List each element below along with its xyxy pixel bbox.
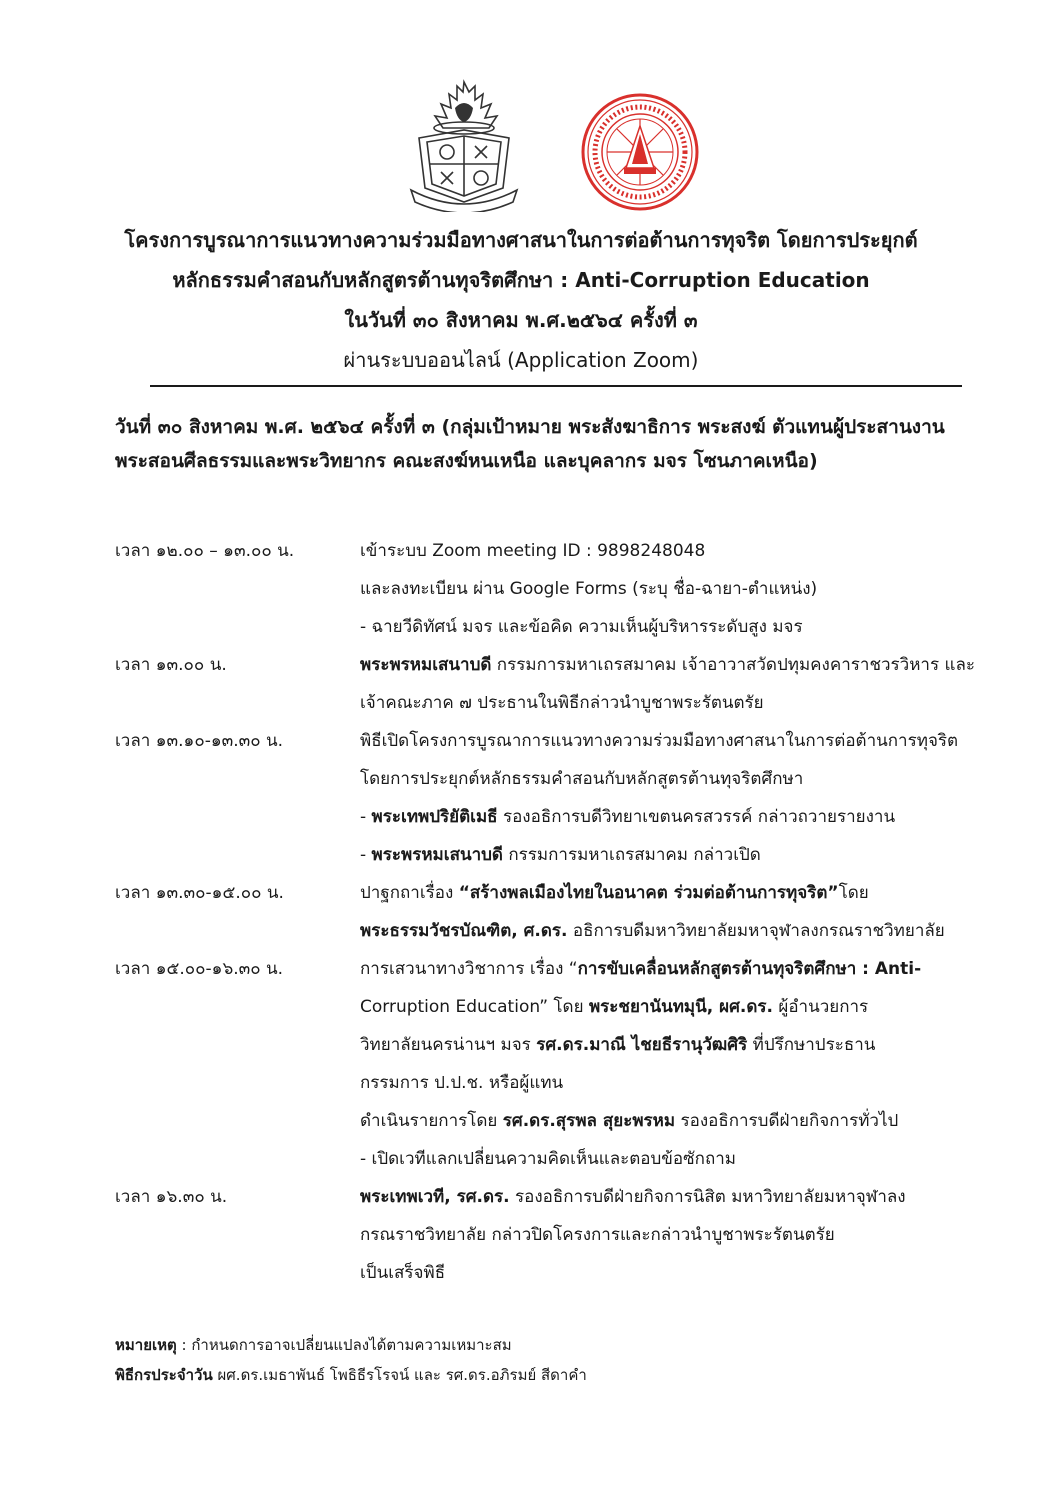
schedule-row <box>115 950 965 1178</box>
header-divider <box>150 385 962 387</box>
mc-text: ผศ.ดร.เมธาพันธ์ โพธิธีรโรจน์ และ รศ.ดร.อภิรมย์ สีดาคำ <box>212 1366 587 1384</box>
speaker-role: อธิการบดีมหาวิทยาลัยมหาจุฬาลงกรณราชวิทยาลัย <box>567 921 945 941</box>
description-line <box>360 1102 965 1140</box>
description-line: เข้าระบบ Zoom meeting ID : 9898248048 <box>360 541 706 561</box>
event-intro: วันที่ ๓๐ สิงหาคม พ.ศ. ๒๕๖๔ ครั้งที่ ๓ (กลุ่มเป้าหมาย พระสังฆาธิการ พระสงฆ์ ตัวแทนผู้ประสานงานพระสอนศีลธรรมและพระวิทยากร คณะสงฆ์หนเหนือ และบุคลากร มจร โซนภาคเหนือ) <box>115 416 945 472</box>
speaker-role: รองอธิการบดีฝ่ายกิจการนิสิต มหาวิทยาลัยมหาจุฬาลง <box>509 1187 906 1207</box>
description-line: เจ้าคณะภาค ๗ ประธานในพิธีกล่าวนำบูชาพระรัตนตรัย <box>360 693 764 713</box>
schedule-time: เวลา ๑๕.๐๐-๑๖.๓๐ น. <box>115 959 284 979</box>
description-line: พิธีเปิดโครงการบูรณาการแนวทางความร่วมมือทางศาสนาในการต่อต้านการทุจริต <box>360 731 959 751</box>
university-round-seal-icon <box>580 92 700 212</box>
description-line: โดยการประยุกต์หลักธรรมคำสอนกับหลักสูตรต้านทุจริตศึกษา <box>360 769 804 789</box>
description-line: เป็นเสร็จพิธี <box>360 1263 446 1283</box>
description-line: กรรมการ ป.ป.ช. หรือผู้แทน <box>360 1073 564 1093</box>
schedule-description <box>360 722 965 874</box>
schedule-row <box>115 532 965 646</box>
bullet-dash: - <box>360 845 372 865</box>
description-line: กรณราชวิทยาลัย กล่าวปิดโครงการและกล่าวนำบูชาพระรัตนตรัย <box>360 1225 835 1245</box>
schedule-description <box>360 950 965 1178</box>
speaker-name: พระเทพปริยัติเมธี <box>371 807 498 827</box>
schedule-time: เวลา ๑๓.๑๐-๑๓.๓๐ น. <box>115 731 284 751</box>
header-title-line-2: หลักธรรมคำสอนกับหลักสูตรต้านทุจริตศึกษา : Anti-Corruption Education <box>172 268 870 292</box>
schedule-time: เวลา ๑๒.๐๐ – ๑๓.๐๐ น. <box>115 541 295 561</box>
speaker-name: รศ.ดร.มาณี ไชยธีรานุวัฒศิริ <box>536 1035 748 1055</box>
speaker-role: กรรมการมหาเถรสมาคม เจ้าอาวาสวัดปทุมคงคาราชวรวิหาร และ <box>491 655 975 675</box>
description-line: - เปิดเวทีแลกเปลี่ยนความคิดเห็นและตอบข้อซักถาม <box>360 1149 736 1169</box>
description-line <box>360 798 965 836</box>
schedule-description <box>360 1178 965 1292</box>
talk-title: “สร้างพลเมืองไทยในอนาคต ร่วมต่อต้านการทุจริต” <box>458 883 839 903</box>
speaker-role: ที่ปรึกษาประธาน <box>747 1035 876 1055</box>
description-line <box>360 646 975 684</box>
schedule-time: เวลา ๑๓.๓๐-๑๕.๐๐ น. <box>115 883 284 903</box>
footer-notes <box>115 1330 965 1390</box>
speaker-name: พระธรรมวัชรบัณฑิต, ศ.ดร. <box>360 921 568 941</box>
note-label: หมายเหตุ <box>115 1336 177 1354</box>
schedule-row <box>115 646 975 722</box>
speaker-role: ผู้อำนวยการ <box>772 997 869 1017</box>
speaker-name: พระเทพเวที, รศ.ดร. <box>360 1187 510 1207</box>
talk-connector: ” โดย <box>539 997 589 1017</box>
description-line <box>360 836 965 874</box>
description-line <box>360 912 965 950</box>
bullet-dash: - <box>360 807 372 827</box>
description-line <box>360 950 965 988</box>
note-line <box>115 1330 965 1360</box>
speaker-role: รองอธิการบดีวิทยาเขตนครสวรรค์ กล่าวถวายรายงาน <box>497 807 896 827</box>
talk-suffix: โดย <box>838 883 869 903</box>
header-platform-line: ผ่านระบบออนไลน์ (Application Zoom) <box>343 348 699 372</box>
speaker-name: พระชยานันทมุนี, ผศ.ดร. <box>588 997 773 1017</box>
description-line <box>360 988 965 1026</box>
mc-label: พิธีกรประจำวัน <box>115 1366 213 1384</box>
schedule-row <box>115 722 965 874</box>
mc-line <box>115 1360 965 1390</box>
speaker-role: กรรมการมหาเถรสมาคม กล่าวเปิด <box>502 845 761 865</box>
document-header <box>80 220 962 380</box>
description-line <box>360 1178 965 1216</box>
description-line <box>360 1026 965 1064</box>
speaker-role: รองอธิการบดีฝ่ายกิจการทั่วไป <box>675 1111 899 1131</box>
talk-title: การขับเคลื่อนหลักสูตรต้านทุจริตศึกษา : Anti- <box>577 959 922 979</box>
description-line <box>360 874 965 912</box>
schedule-row <box>115 874 965 950</box>
moderator-prefix: ดำเนินรายการโดย <box>360 1111 503 1131</box>
description-line: - ฉายวีดิทัศน์ มจร และข้อคิด ความเห็นผู้บริหารระดับสูง มจร <box>360 617 803 637</box>
royal-crest-emblem-icon <box>405 78 523 212</box>
talk-prefix: การเสวนาทางวิชาการ เรื่อง “ <box>360 959 578 979</box>
speaker-name: รศ.ดร.สุรพล สุยะพรหม <box>502 1111 676 1131</box>
header-date-line: ในวันที่ ๓๐ สิงหาคม พ.ศ.๒๕๖๔ ครั้งที่ ๓ <box>344 308 698 332</box>
speaker-name: พระพรหมเสนาบดี <box>371 845 503 865</box>
schedule-description <box>360 532 965 646</box>
schedule-time: เวลา ๑๖.๓๐ น. <box>115 1187 228 1207</box>
description-line: และลงทะเบียน ผ่าน Google Forms (ระบุ ชื่อ-ฉายา-ตำแหน่ง) <box>360 579 818 599</box>
schedule-row <box>115 1178 965 1292</box>
speaker-name: พระพรหมเสนาบดี <box>360 655 492 675</box>
header-title-line-1: โครงการบูรณาการแนวทางความร่วมมือทางศาสนาในการต่อต้านการทุจริต โดยการประยุกต์ <box>124 228 918 252</box>
talk-prefix: ปาฐกถาเรื่อง <box>360 883 459 903</box>
schedule-time: เวลา ๑๓.๐๐ น. <box>115 655 227 675</box>
talk-title: Corruption Education <box>360 997 540 1017</box>
schedule-description <box>360 646 975 722</box>
schedule-table <box>115 532 975 1292</box>
schedule-description <box>360 874 965 950</box>
speaker-role: วิทยาลัยนครน่านฯ มจร <box>360 1035 537 1055</box>
note-text: : กำหนดการอาจเปลี่ยนแปลงได้ตามความเหมาะสม <box>176 1336 512 1354</box>
logo-row <box>0 78 1042 218</box>
